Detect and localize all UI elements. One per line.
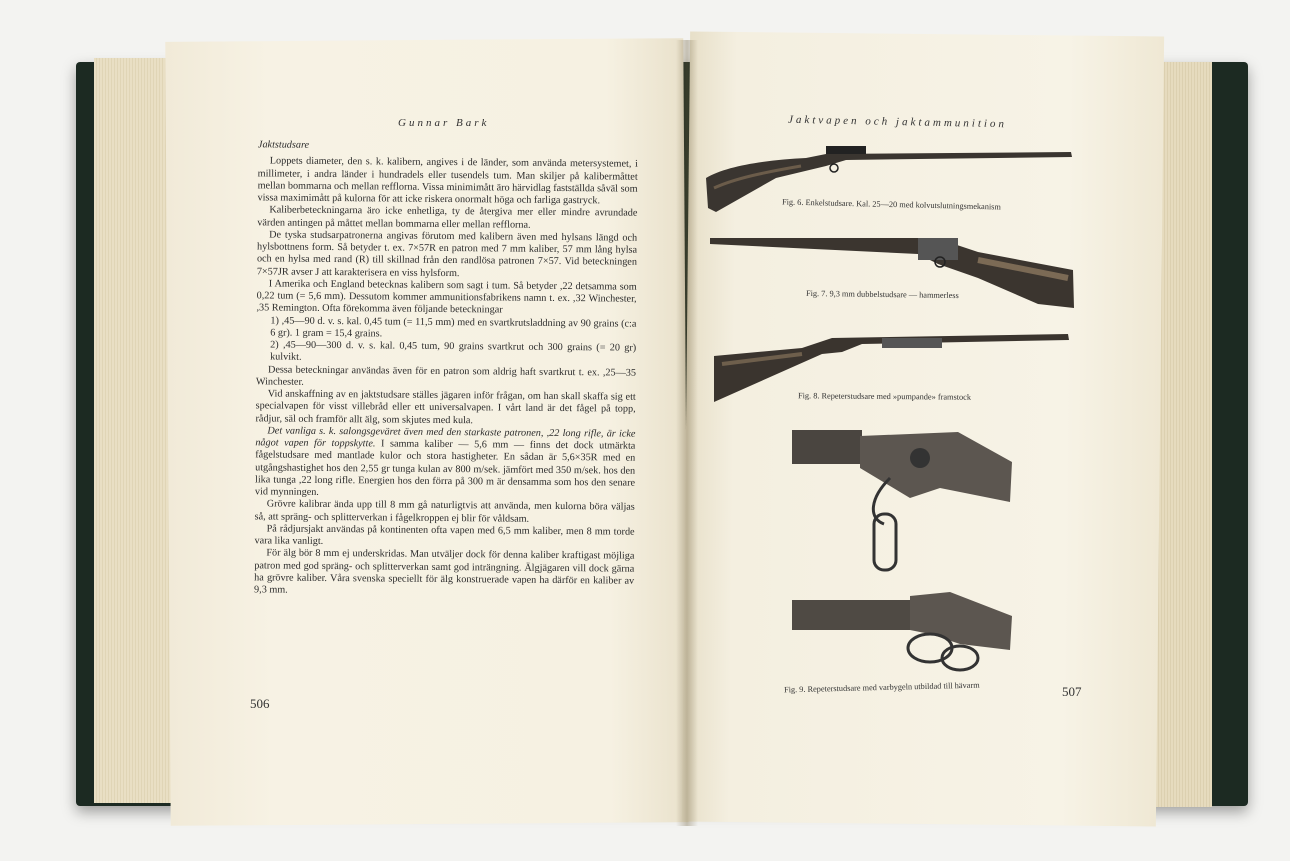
list-item: 1) ,45—90 d. v. s. kal. 0,45 tum (= 11,5 mm) med en svartkrutsladdning av 90 grains (c:a 6 gr). 1 gram = 15,4 grains. [270, 314, 637, 340]
paragraph: Vid anskaffning av en jaktstudsare ställes jägaren inför frågan, om han skall skaffa sig ett specialvapen för visst villebråd eller ett universalvapen. I vårt land är det fågel på topp, rådjur, säl och framför allt älg, som skjutes med kula. [255, 388, 636, 426]
paragraph: Grövre kalibrar ända upp till 8 mm gå naturligtvis att använda, men kulorna böra väljas så, att spräng- och splitterverkan i fågelkroppen ej blir för våldsam. [254, 498, 635, 525]
figure-caption: Fig. 6. Enkelstudsare. Kal. 25—20 med kolvutslutningsmekanism [781, 197, 1002, 212]
rifle-illustration-fig7 [708, 230, 1076, 312]
figure-caption: Fig. 7. 9,3 mm dubbelstudsare — hammerless [805, 288, 959, 301]
paragraph: Dessa beteckningar användas även för en patron som aldrig haft svartkrut t. ex. ,25—35 Winchester. [255, 363, 637, 388]
sentence: I samma kaliber — 5,6 mm — finns det dock utmärkta fågelstudsare med mantlade kulor och stora hastigheter. En sådan är 5,6×35R med en utgångshastighet hos den 2,55 gr tunga kulan av 800 m/sek. jämfört med 350 m/sek. hos den lika tunga ,22 long rifle. Energien hos den förra på 300 m är densamma som hos den senare vid mynningen. [254, 438, 636, 498]
right-running-head: Jaktvapen och jaktammunition [787, 113, 1008, 131]
section-heading: Jaktstudsare [257, 139, 310, 151]
left-page-text [254, 139, 638, 600]
paragraph: I Amerika och England betecknas kalibern som sagt i tum. Så betyder ,22 detsamma som 0,22 tum (= 5,6 mm). Dessutom kommer ammunitionsfabrikens namn t. ex. ,32 Winchester, ,35 Remington. Ofta förekomma även följande beteckningar [256, 278, 637, 316]
paragraph-salong [255, 425, 636, 502]
mechanism-illustration-fig9a [790, 428, 1012, 574]
left-running-head: Gunnar Bark [398, 117, 490, 129]
paragraph: Loppets diameter, den s. k. kalibern, angives i de länder, som använda metersystemet, i millimeter, i andra länder i hundradels eller tusendels tum. Man skiljer på kalibermåttet mellan bommarna och mellan refflorna. Vissa minimimått äro härvidlag fastställda såväl som vissa maximimått på kulorna för att icke riskera onormalt höga och farliga gastryck. [257, 155, 638, 207]
paragraph: På rådjursjakt användas på kontinenten ofta vapen med 6,5 mm kaliber, men 8 mm torde vara lika vanligt. [254, 523, 635, 547]
figure-caption: Fig. 9. Repeterstudsare med varbygeln utbildad till hävarm [783, 680, 980, 695]
italic-sentence: Det vanliga s. k. salongsgeväret även med den starkaste patronen, ,22 long rifle, är icke något vapen för toppskytte. [255, 425, 636, 450]
right-page-number: 507 [1062, 684, 1082, 699]
paragraph: Kaliberbeteckningarna äro icke enhetliga, ty de återgiva mer eller mindre avrundade värden antingen på måttet mellan bommarna eller mellan refflorna. [257, 204, 638, 231]
paragraph: För älg bör 8 mm ej underskridas. Man utväljer dock för denna kaliber kraftigast möjliga patron med god spräng- och splitterverkan samt god inträngning. Älgjägaren vill dock gärna ha grövre kaliber. Våra svenska speciellt för älg konstruerade vapen ha därför en kaliber av 9,3 mm. [254, 547, 635, 596]
left-page-number: 506 [250, 696, 270, 711]
list-item: 2) ,45—90—300 d. v. s. kal. 0,45 tum, 90 grains svartkrut och 300 grains (= 20 gr) kulvikt. [270, 339, 637, 363]
paragraph: De tyska studsarpatronerna angivas förutom med kalibern även med hylsans längd och hylsbottnens form. Så betyder t. ex. 7×57R en patron med 7 mm kaliber, 57 mm lång hylsa och en hylsa med rand (R) till skillnad från den randlösa patronen 7×57. Vid beteckningen 7×57JR avser J att karakterisera en viss hylsform. [256, 229, 638, 279]
mechanism-illustration-fig9b [790, 590, 1014, 674]
book-gutter [676, 40, 698, 826]
figure-caption: Fig. 8. Repeterstudsare med »pumpande» framstock [797, 391, 972, 402]
